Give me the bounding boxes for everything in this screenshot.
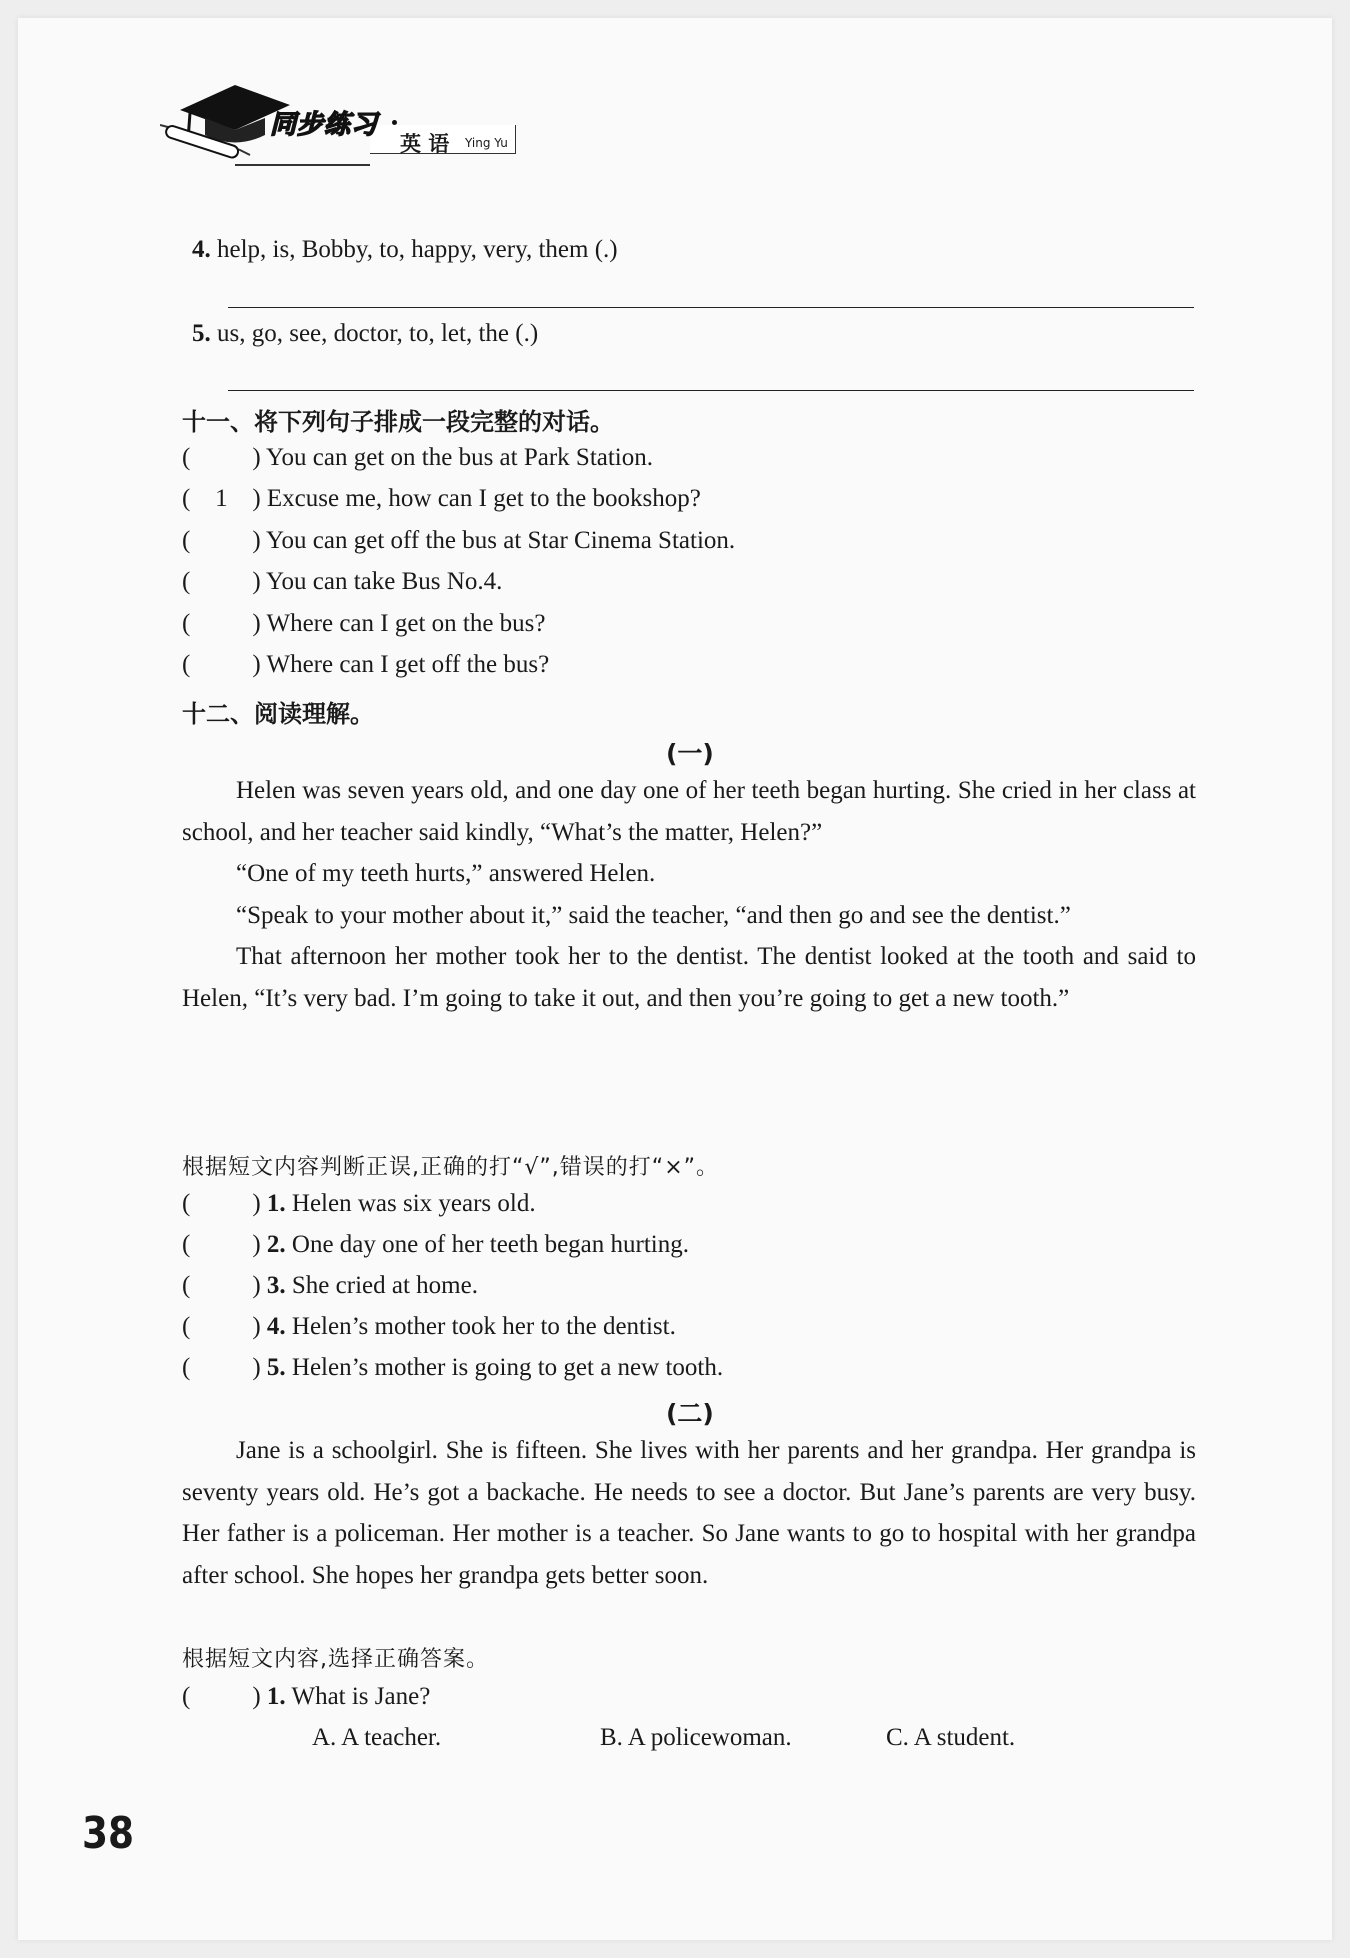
ordering-item: ( 1 ) Excuse me, how can I get to the bookshop? [182,485,701,512]
reading-passage: Helen was seven years old, and one day one of her teeth began hurting. She cried in her class at school, and her teacher said kindly, “What’s the matter, Helen?” “One of my teeth hurts,” answered Helen. “Speak to your mother about it,” said the teacher, “and then go and see the dentist.” That afternoon her mother took her to the dentist. The dentist looked at the tooth and said to Helen, “It’s very bad. I’m going to take it out, and then you’re going to get a new tooth.” [182,777,1196,1012]
answer-bracket[interactable]: ( ) [182,1354,261,1381]
option-a[interactable]: A. A teacher. [312,1724,442,1751]
subject-pinyin: Ying Yu [465,136,508,150]
true-false-item: ( ) 3. She cried at home. [182,1272,478,1299]
answer-bracket[interactable]: ( ) [182,1272,261,1299]
page-number: 38 [82,1808,135,1859]
answer-line[interactable] [228,307,1194,308]
ordering-item: ( ) You can get on the bus at Park Station. [182,444,653,471]
ordering-item: ( ) Where can I get off the bus? [182,651,550,678]
ordering-item: ( ) You can take Bus No.4. [182,568,503,595]
answer-bracket[interactable]: ( ) [182,444,261,471]
true-false-item: ( ) 5. Helen’s mother is going to get a new tooth. [182,1354,724,1381]
option-b[interactable]: B. A policewoman. [600,1724,792,1751]
option-c[interactable]: C. A student. [886,1724,1016,1751]
answer-line[interactable] [228,390,1194,391]
section-title: 十二、阅读理解。 [182,700,374,728]
answer-bracket[interactable]: ( ) [182,610,261,637]
instruction: 根据短文内容判断正误,正确的打“√”,错误的打“×”。 [182,1155,720,1180]
answer-bracket[interactable]: ( ) [182,1683,261,1710]
answer-bracket[interactable]: ( ) [182,568,261,595]
brand-title: 同步练习 [270,110,379,140]
answer-bracket[interactable]: ( ) [182,1190,261,1217]
question-item: 5. us, go, see, doctor, to, let, the (.) [192,320,539,347]
passage-heading: (二) [666,1399,714,1428]
bullet-dot [392,120,397,125]
answer-bracket[interactable]: ( ) [182,527,261,554]
answer-bracket[interactable]: ( ) [182,651,261,678]
ordering-item: ( ) Where can I get on the bus? [182,610,546,637]
passage-heading: (一) [666,739,714,768]
question-text: us, go, see, doctor, to, let, the (.) [217,320,539,347]
answer-bracket[interactable]: ( 1 ) [182,485,261,512]
instruction: 根据短文内容,选择正确答案。 [182,1647,489,1672]
multiple-choice-question: ( ) 1. What is Jane? [182,1683,431,1710]
question-item: 4. help, is, Bobby, to, happy, very, them (.) [192,236,618,263]
subject-label: 英 语 [400,132,450,156]
answer-bracket[interactable]: ( ) [182,1313,261,1340]
reading-passage: Jane is a schoolgirl. She is fifteen. She lives with her parents and her grandpa. Her grandpa is seventy years old. He’s got a backache. He needs to see a doctor. But Jane’s parents are very busy. Her father is a policeman. Her mother is a teacher. So Jane wants to go to hospital with her grandpa after school. She hopes her grandpa gets better soon. [182,1437,1196,1589]
answer-bracket[interactable]: ( ) [182,1231,261,1258]
true-false-item: ( ) 4. Helen’s mother took her to the dentist. [182,1313,676,1340]
ordering-item: ( ) You can get off the bus at Star Cinema Station. [182,527,736,554]
question-text: help, is, Bobby, to, happy, very, them (.) [217,236,618,263]
true-false-item: ( ) 1. Helen was six years old. [182,1190,536,1217]
section-title: 十一、将下列句子排成一段完整的对话。 [182,408,614,436]
true-false-item: ( ) 2. One day one of her teeth began hurting. [182,1231,689,1258]
